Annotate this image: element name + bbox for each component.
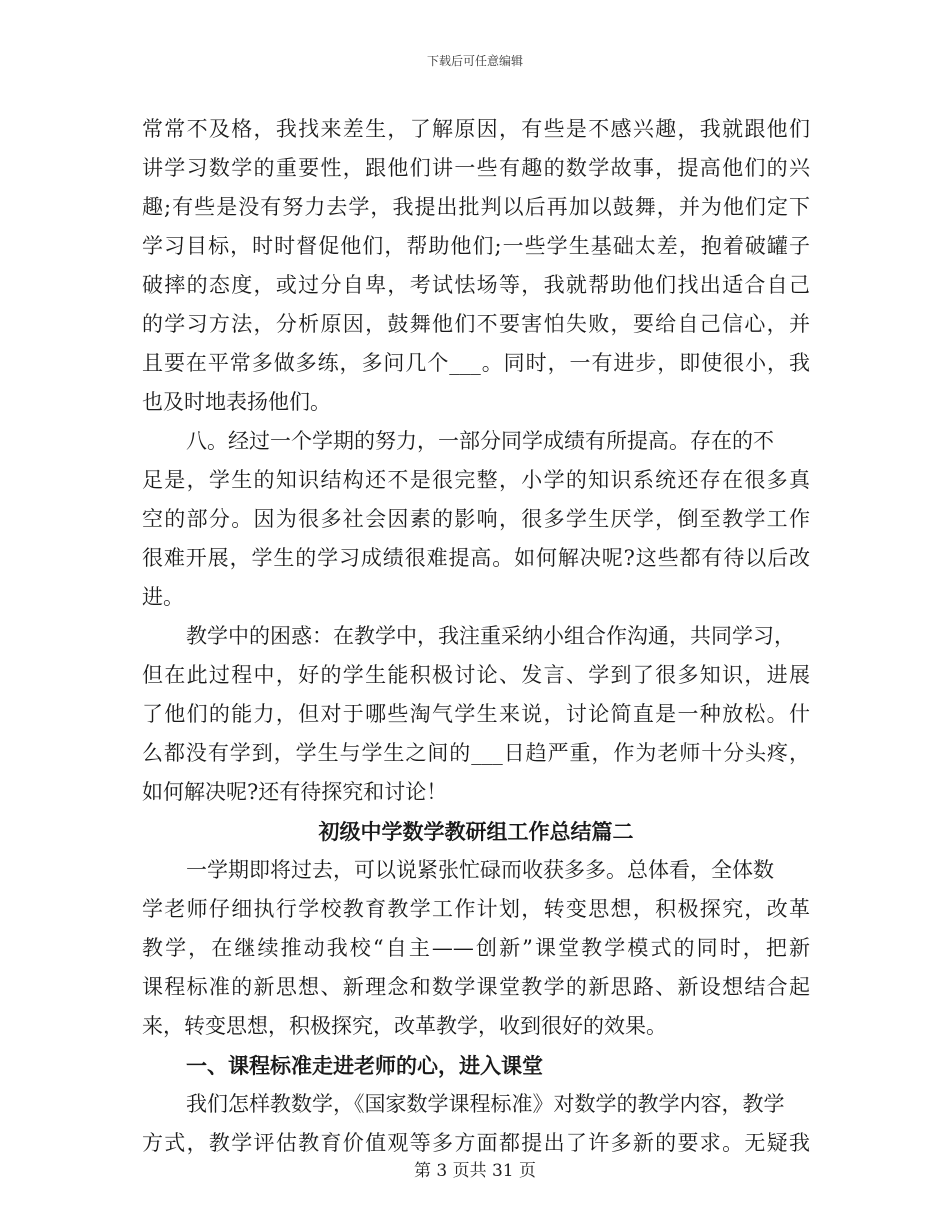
text-line: 进。: [142, 585, 184, 609]
text-line: 足是，学生的知识结构还不是很完整，小学的知识系统还存在很多真: [142, 468, 810, 492]
section-title: 初级中学数学教研组工作总结篇二: [318, 819, 634, 844]
paragraph-start: 教学中的困惑：在教学中，我注重采纳小组合作沟通，共同学习，: [186, 624, 795, 648]
text-line: 很难开展，学生的学习成绩很难提高。如何解决呢?这些都有待以后改: [142, 546, 810, 570]
text-line: 教学，在继续推动我校“自主——创新”课堂教学模式的同时，把新: [142, 936, 810, 960]
text-line: 讲学习数学的重要性，跟他们讲一些有趣的数学故事，提高他们的兴: [142, 156, 810, 180]
page-footer: 第 3 页共 31 页: [413, 1161, 537, 1181]
paragraph-start: 我们怎样教数学，《国家数学课程标准》对数学的教学内容，教学: [186, 1092, 785, 1116]
text-line: 但在此过程中，好的学生能积极讨论、发言、学到了很多知识，进展: [142, 663, 810, 687]
document-body: [142, 110, 810, 1163]
text-line: 了他们的能力，但对于哪些淘气学生来说，讨论简直是一种放松。什: [142, 702, 810, 726]
text-line: 的学习方法，分析原因，鼓舞他们不要害怕失败，要给自己信心，并: [142, 312, 810, 336]
text-line: 破摔的态度，或过分自卑，考试怯场等，我就帮助他们找出适合自己: [142, 273, 810, 297]
text-line: 空的部分。因为很多社会因素的影响，很多学生厌学，倒至教学工作: [142, 507, 810, 531]
paragraph-start: 八。经过一个学期的努力，一部分同学成绩有所提高。存在的不: [186, 429, 774, 453]
text-line: 也及时地表扬他们。: [142, 390, 331, 414]
text-line: 来，转变思想，积极探究，改革教学，收到很好的效果。: [142, 1014, 667, 1038]
text-line: 趣;有些是没有努力去学，我提出批判以后再加以鼓舞，并为他们定下: [142, 195, 810, 219]
paragraph-start: 一学期即将过去，可以说紧张忙碌而收获多多。总体看，全体数: [186, 858, 774, 882]
page-header: 下载后可任意编辑: [426, 54, 523, 68]
text-line: 学老师仔细执行学校教育教学工作计划，转变思想，积极探究，改革: [142, 897, 810, 921]
text-line: 么都没有学到，学生与学生之间的___日趋严重，作为老师十分头疼，: [142, 741, 810, 765]
text-line: 方式，教学评估教育价值观等多方面都提出了许多新的要求。无疑我: [142, 1131, 810, 1155]
text-line: 学习目标，时时督促他们，帮助他们;一些学生基础太差，抱着破罐子: [142, 234, 810, 258]
text-line: 课程标准的新思想、新理念和数学课堂教学的新思路、新设想结合起: [142, 975, 810, 999]
text-line: 如何解决呢?还有待探究和讨论！: [142, 780, 448, 804]
text-line: 常常不及格，我找来差生，了解原因，有些是不感兴趣，我就跟他们: [142, 117, 810, 141]
subsection-heading: 一、课程标准走进老师的心，进入课堂: [186, 1053, 543, 1078]
text-line: 且要在平常多做多练，多问几个___。同时，一有进步，即使很小，我: [142, 351, 810, 375]
